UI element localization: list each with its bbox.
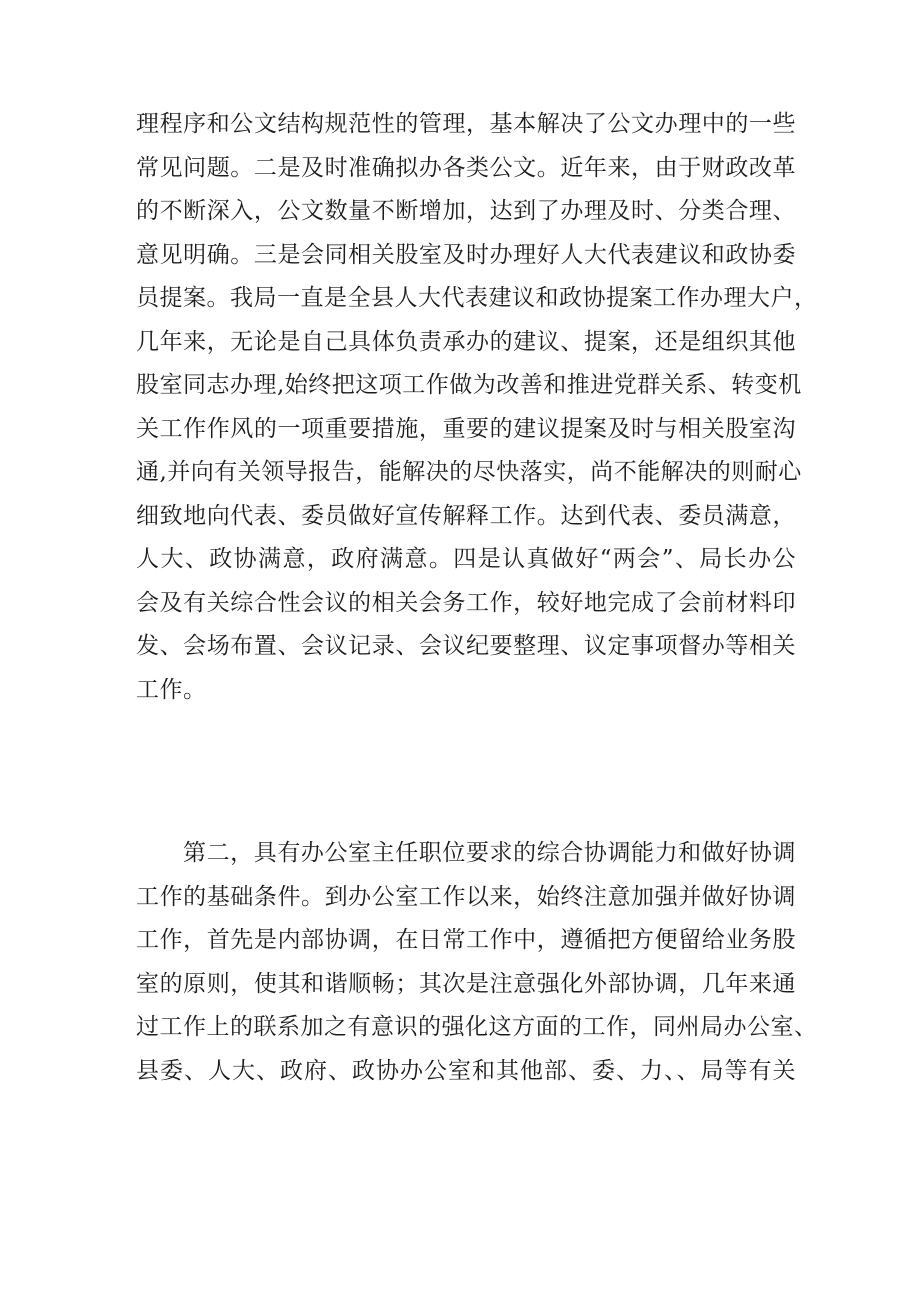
text-line: 工作，首先是内部协调，在日常工作中，遵循把方便留给业务股 bbox=[136, 927, 796, 953]
text-line: 员提案。我局一直是全县人大代表建议和政协提案工作办理大户， bbox=[136, 285, 818, 311]
text-line: 意见明确。三是会同相关股室及时办理好人大代表建议和政协委 bbox=[136, 241, 796, 268]
text-line: 发、会场布置、会议记录、会议纪要整理、议定事项督办等相关 bbox=[136, 633, 796, 659]
text-line: 工作的基础条件。到办公室工作以来，始终注意加强并做好协调 bbox=[136, 883, 796, 910]
text-line: 第二，具有办公室主任职位要求的综合协调能力和做好协调 bbox=[183, 840, 796, 866]
text-line: 关工作作风的一项重要措施，重要的建议提案及时与相关股室沟 bbox=[136, 415, 796, 442]
text-line: 通,并向有关领导报告，能解决的尽快落实，尚不能解决的则耐心 bbox=[136, 459, 802, 485]
text-line: 县委、人大、政府、政协办公室和其他部、委、力、、局等有关 bbox=[136, 1057, 796, 1084]
text-line: 工作。 bbox=[136, 676, 207, 703]
text-line: 的不断深入，公文数量不断增加，达到了办理及时、分类合理、 bbox=[136, 198, 796, 224]
text-line: 常见问题。二是及时准确拟办各类公文。近年来，由于财政改革 bbox=[136, 154, 796, 181]
paragraph-1 bbox=[136, 103, 818, 712]
text-line: 理程序和公文结构规范性的管理，基本解决了公文办理中的一些 bbox=[136, 111, 796, 137]
text-line: 人大、政协满意，政府满意。四是认真做好“两会”、局长办公 bbox=[136, 546, 796, 572]
text-line: 股室同志办理,始终把这项工作做为改善和推进党群关系、转变机 bbox=[136, 372, 802, 398]
paragraph-2 bbox=[136, 832, 818, 1093]
text-line: 几年来，无论是自己具体负责承办的建议、提案，还是组织其他 bbox=[136, 328, 796, 355]
text-line: 室的原则，使其和谐顺畅；其次是注意强化外部协调，几年来通 bbox=[136, 970, 796, 997]
text-line: 会及有关综合性会议的相关会务工作，较好地完成了会前材料印 bbox=[136, 589, 796, 616]
text-line: 细致地向代表、委员做好宣传解释工作。达到代表、委员满意， bbox=[136, 502, 796, 529]
text-line: 过工作上的联系加之有意识的强化这方面的工作，同州局办公室、 bbox=[136, 1014, 818, 1040]
